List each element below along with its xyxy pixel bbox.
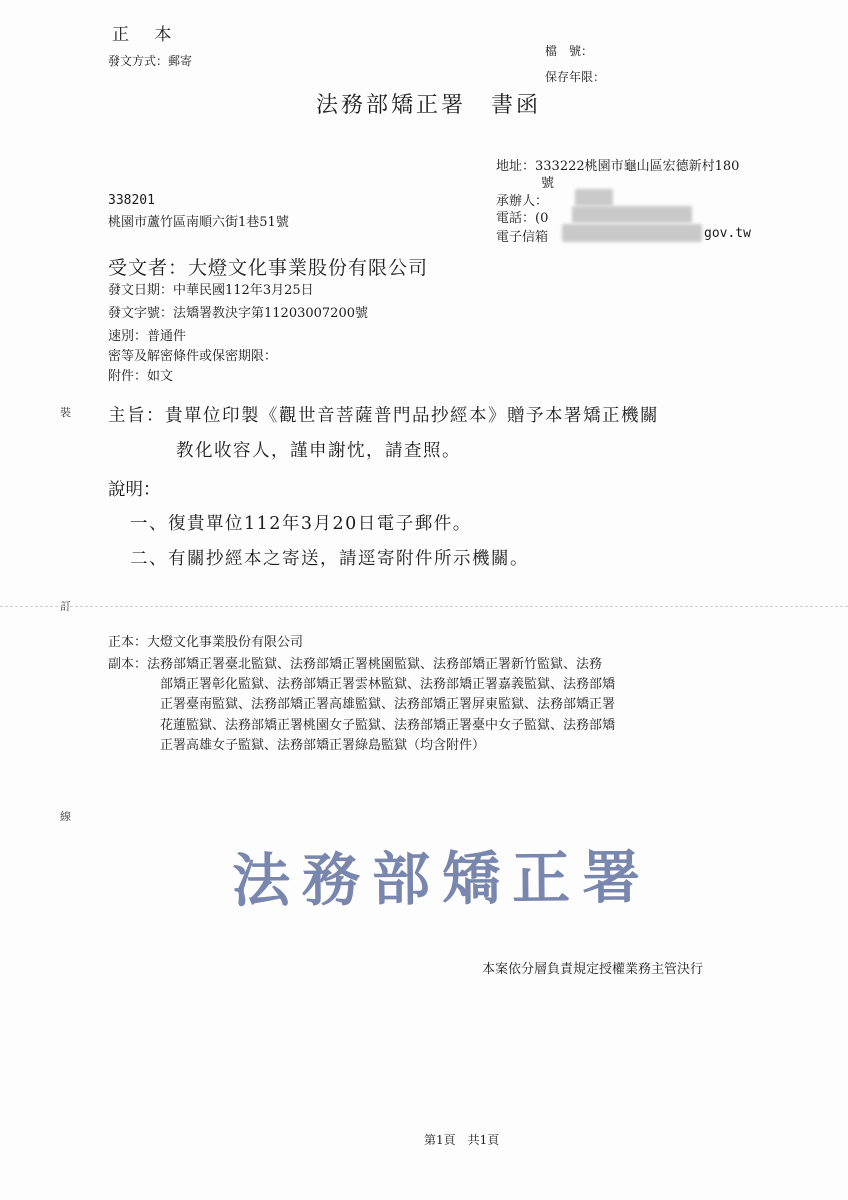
binding-mark: 裝	[60, 406, 71, 419]
phone-label: 電話：(0	[496, 211, 549, 226]
copies-line: 正署臺南監獄、法務部矯正署高雄監獄、法務部矯正署屏東監獄、法務部矯正署	[160, 697, 616, 712]
issue-date: 發文日期：中華民國112年3月25日	[108, 283, 314, 298]
delegation-note: 本案依分層負責規定授權業務主管決行	[482, 962, 704, 977]
agency-seal-stamp: 法務部矯正署	[231, 843, 653, 915]
copies-line: 副本：法務部矯正署臺北監獄、法務部矯正署桃園監獄、法務部矯正署新竹監獄、法務	[108, 657, 603, 672]
receiver-line: 受文者：大燈文化事業股份有限公司	[108, 257, 429, 279]
redacted-email	[562, 224, 702, 242]
speed-category: 速別：普通件	[108, 329, 187, 344]
email-domain: gov.tw	[704, 226, 751, 241]
copies-line: 花蓮監獄、法務部矯正署桃園女子監獄、法務部矯正署臺中女子監獄、法務部矯	[160, 718, 616, 733]
sender-address-line2: 號	[541, 176, 555, 191]
copy-label: 正 本	[112, 25, 182, 45]
sender-address-line1: 地址：333222桃園市龜山區宏德新村180	[496, 159, 740, 174]
contact-person-label: 承辦人：	[496, 194, 549, 209]
document-title: 法務部矯正署 書函	[316, 93, 542, 118]
explanation-item: 二、有關抄經本之寄送，請逕寄附件所示機關。	[130, 549, 529, 569]
copies-line: 正署高雄女子監獄、法務部矯正署綠島監獄（均含附件）	[160, 738, 486, 753]
explanation-item: 一、復貴單位112年3月20日電子郵件。	[130, 514, 472, 534]
email-label: 電子信箱	[496, 230, 549, 245]
document-number: 發文字號：法矯署教決字第11203007200號	[108, 306, 368, 321]
attachment-note: 附件：如文	[108, 369, 174, 384]
binding-mark: 訂	[60, 600, 71, 613]
secrecy-level: 密等及解密條件或保密期限：	[108, 349, 278, 364]
recipient-address: 桃園市蘆竹區南順六街1巷51號	[108, 215, 289, 230]
original-recipient: 正本：大燈文化事業股份有限公司	[108, 635, 304, 650]
binding-dashed-line	[0, 606, 848, 607]
send-method: 發文方式：郵寄	[108, 54, 193, 68]
subject-line2: 教化收容人，謹申謝忱，請查照。	[176, 441, 461, 461]
binding-mark: 線	[60, 810, 71, 823]
explanation-label: 說明：	[108, 480, 161, 500]
archive-number-label: 檔 號：	[545, 44, 594, 58]
page-number: 第1頁 共1頁	[424, 1133, 500, 1147]
redacted-contact-name	[575, 189, 613, 206]
copies-line: 部矯正署彰化監獄、法務部矯正署雲林監獄、法務部矯正署嘉義監獄、法務部矯	[160, 677, 616, 692]
retention-period-label: 保存年限：	[545, 70, 606, 84]
recipient-zip: 338201	[108, 193, 155, 208]
redacted-phone	[572, 206, 692, 223]
subject-line1: 主旨：貴單位印製《觀世音菩薩普門品抄經本》贈予本署矯正機關	[108, 406, 659, 426]
